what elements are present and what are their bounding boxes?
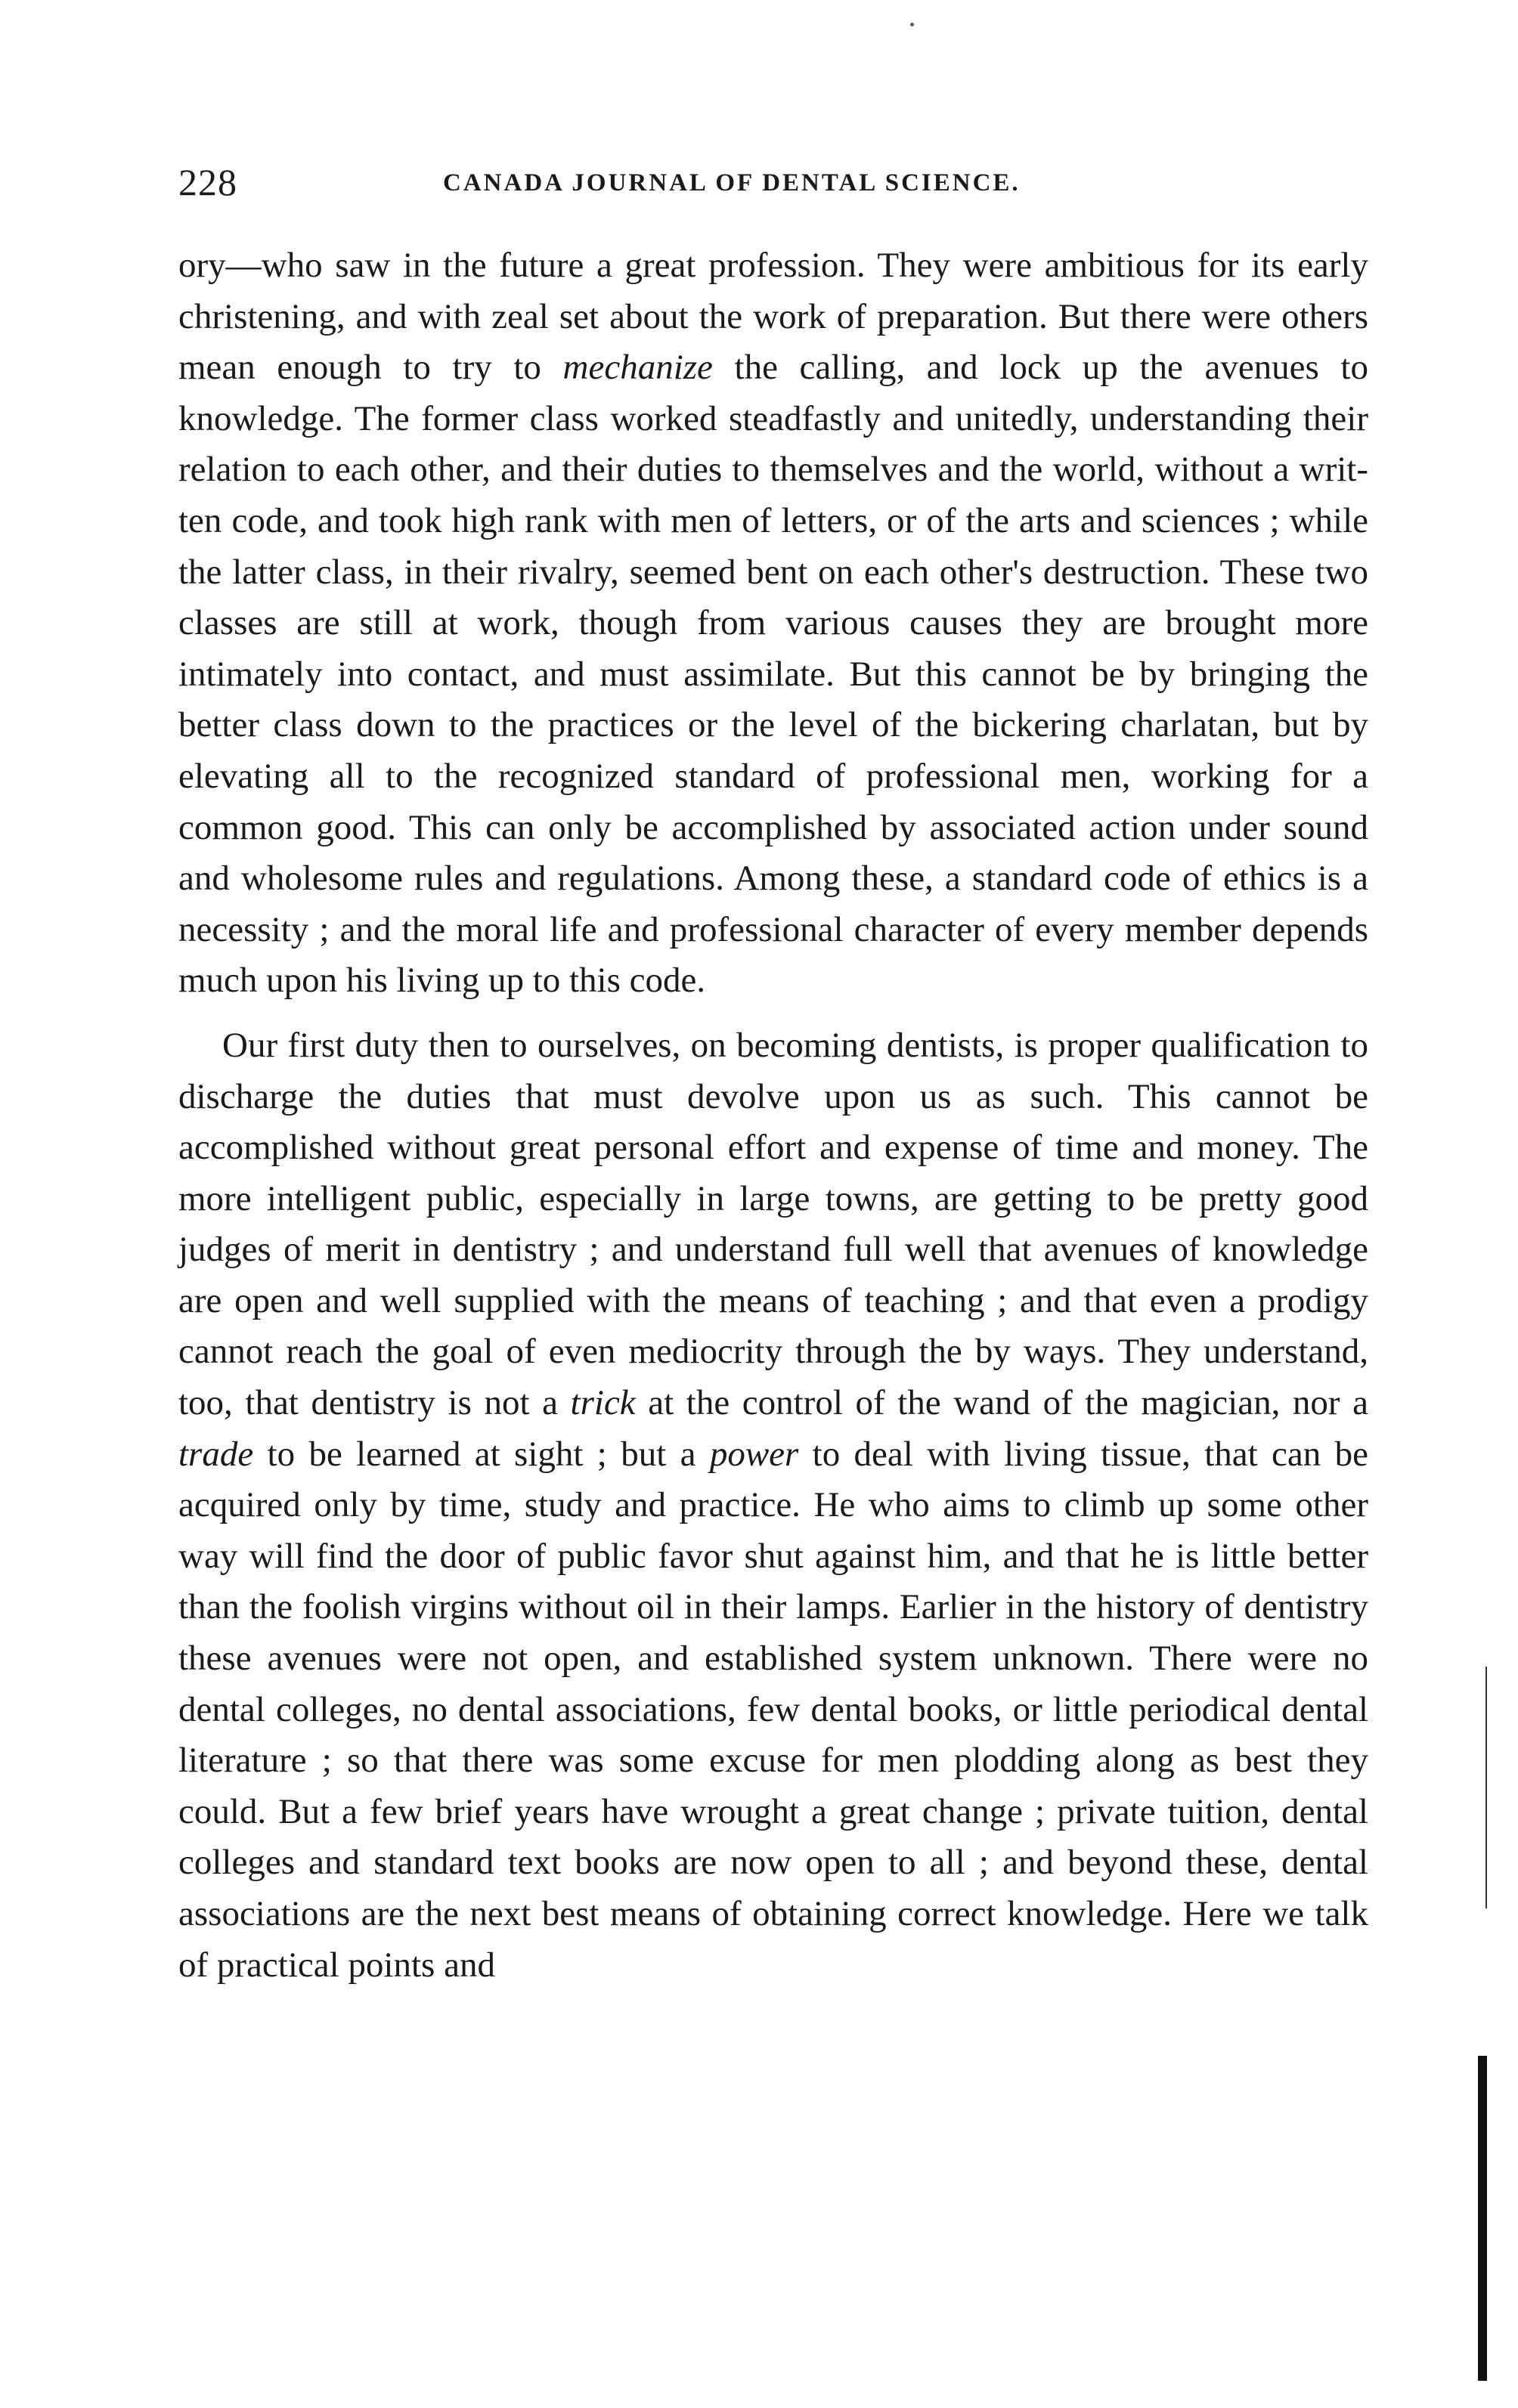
text-segment: the calling, and lock up the avenues to knowledge. The former class worked steadfastly and unitedly, understanding their relation to each other, and their duties to themselves and the world, without a written code, and took high rank with men of letters, or of the arts and sciences ; while the latter class, in their rivalry, seemed bent on each other's destruction. These two classes are still at work, though from various causes they are brought more intimately into contact, and must assimilate. But this cannot be by bringing the better class down to the practices or the level of the bickering charlatan, but by elevating all to the recognized standard of professional men, working for a common good. This can only be accomplished by associated action under sound and wholesome rules and regulations. Among these, a standard code of ethics is a necessity ; and the moral life and professional character of every member depends much upon his living up to this code. — [178, 348, 1368, 1001]
running-title: CANADA JOURNAL OF DENTAL SCIENCE. — [443, 169, 1021, 197]
italic-segment: power — [709, 1434, 799, 1474]
paragraph-2 — [178, 1020, 1368, 1991]
text-segment: ory—who saw in the future a great profession. They were ambitious for its early christening, and with zeal set about the work of preparation. But there were others mean enough to try to — [178, 246, 1368, 388]
italic-segment: mechanize — [562, 348, 713, 388]
paragraph-1 — [178, 240, 1368, 1007]
text-segment: Our first duty then to ourselves, on becoming dentists, is proper qualification to discharge the duties that must devolve upon us as such. This cannot be accomplished without great personal effort and expense of time and money. The more intelligent public, especially in large towns, are getting to be pretty good judges of merit in dentistry ; and understand full well that avenues of knowledge are open and well supplied with the means of teaching ; and that even a prodigy cannot reach the goal of even mediocrity through the by ways. They understand, too, that dentistry is not a — [178, 1025, 1368, 1423]
page-header — [178, 160, 1373, 206]
italic-segment: trick — [570, 1383, 636, 1423]
body-text — [178, 240, 1368, 1991]
italic-segment: trade — [178, 1434, 254, 1474]
print-speck — [910, 23, 914, 26]
margin-scan-line — [1485, 1667, 1487, 1908]
page-number: 228 — [178, 161, 237, 203]
text-segment: to deal with living tissue, that can be acquired only by time, study and practice. He who aims to climb up some other way will find the door of public favor shut against him, and that he is little better than the foolish virgins without oil in their lamps. Earlier in the history of dentistry these avenues were not open, and established system unknown. There were no dental colleges, no dental associations, few dental books, or little periodical dental literature ; so that there was some excuse for men plodding along as best they could. But a few brief years have wrought a great change ; private tuition, dental colleges and standard text books are now open to all ; and beyond these, dental associations are the next best means of obtaining correct knowledge. Here we talk of practical points and — [178, 1434, 1368, 1985]
margin-scan-bar — [1478, 2056, 1487, 2381]
text-segment: at the control of the wand of the magician, nor a — [635, 1383, 1369, 1423]
text-segment: to be learned at sight ; but a — [253, 1434, 710, 1474]
